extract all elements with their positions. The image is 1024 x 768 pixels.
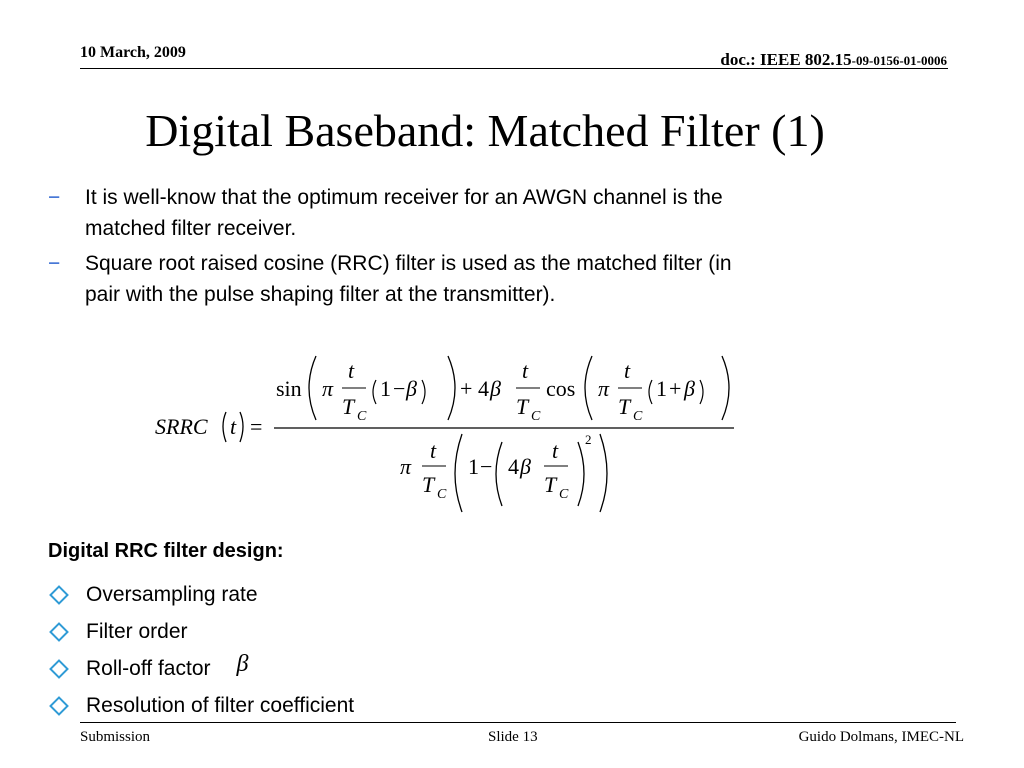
list-item <box>48 576 354 613</box>
T-symbol: T <box>618 394 631 419</box>
t-symbol: t <box>552 438 559 463</box>
T-symbol: T <box>544 472 557 497</box>
C-subscript: C <box>357 409 367 424</box>
bullet-line: It is well-know that the optimum receiver for an AWGN channel is the <box>85 186 723 209</box>
footer-divider <box>80 722 956 723</box>
pi-symbol: π <box>400 454 412 479</box>
srrc-formula <box>150 350 750 520</box>
paren <box>600 434 607 512</box>
pi-symbol: π <box>598 376 610 401</box>
list-item-label: Roll-off factor <box>86 656 211 680</box>
formula-lhs: SRRC <box>155 414 208 439</box>
paren <box>373 380 376 404</box>
one-digit: 1 <box>468 454 479 479</box>
bullet-item <box>48 248 908 310</box>
t-symbol: t <box>522 358 529 383</box>
t-symbol: t <box>348 358 355 383</box>
list-item <box>48 650 354 687</box>
t-symbol: t <box>624 358 631 383</box>
beta-symbol: β <box>406 376 417 401</box>
diamond-bullet-icon <box>49 622 69 642</box>
doc-number: -09-0156-01-0006 <box>851 53 947 68</box>
cos-label: cos <box>546 376 576 401</box>
slide-number: Slide 13 <box>488 729 538 745</box>
design-list <box>48 576 354 724</box>
list-item-label: Resolution of filter coefficient <box>86 693 355 717</box>
paren <box>448 356 455 420</box>
doc-prefix: doc.: IEEE 802.15 <box>720 50 852 69</box>
paren <box>223 412 226 442</box>
t-symbol: t <box>430 438 437 463</box>
beta-symbol: β <box>684 376 695 401</box>
formula-arg: t <box>230 414 237 439</box>
paren <box>700 380 703 404</box>
design-heading: Digital RRC filter design: <box>48 540 284 562</box>
C-subscript: C <box>559 487 569 502</box>
paren <box>422 380 425 404</box>
beta-symbol: β <box>490 376 501 401</box>
bullet-text <box>85 182 723 244</box>
dash-marker: − <box>48 252 61 275</box>
T-symbol: T <box>422 472 435 497</box>
sin-label: sin <box>276 376 302 401</box>
equals-sign: = <box>250 414 263 439</box>
C-subscript: C <box>633 409 643 424</box>
diamond-bullet-icon <box>49 696 69 716</box>
bullet-line: pair with the pulse shaping filter at the transmitter). <box>85 283 556 306</box>
bullet-item <box>48 182 908 244</box>
C-subscript: C <box>531 409 541 424</box>
header-date: 10 March, 2009 <box>80 44 186 61</box>
minus-sign: − <box>393 376 406 401</box>
minus-sign: − <box>480 454 493 479</box>
list-item-label: Oversampling rate <box>86 582 258 606</box>
header-divider <box>80 68 948 69</box>
one-digit: 1 <box>380 376 391 401</box>
list-item <box>48 687 354 724</box>
beta-symbol: β <box>520 454 531 479</box>
paren <box>496 442 502 506</box>
paren <box>649 380 652 404</box>
bullet-list <box>48 182 908 314</box>
footer-submission: Submission <box>80 729 151 745</box>
bullet-text <box>85 248 732 310</box>
beta-symbol: β <box>236 651 249 677</box>
diamond-bullet-icon <box>49 585 69 605</box>
paren <box>455 434 462 512</box>
paren <box>722 356 729 420</box>
paren <box>309 356 316 420</box>
four-digit: 4 <box>478 376 489 401</box>
paren <box>240 412 243 442</box>
diamond-bullet-icon <box>49 659 69 679</box>
T-symbol: T <box>516 394 529 419</box>
one-digit: 1 <box>656 376 667 401</box>
paren <box>585 356 592 420</box>
bullet-line: matched filter receiver. <box>85 217 297 240</box>
dash-marker: − <box>48 186 61 209</box>
C-subscript: C <box>437 487 447 502</box>
slide-title: Digital Baseband: Matched Filter (1) <box>145 105 825 156</box>
four-digit: 4 <box>508 454 519 479</box>
paren <box>578 442 584 506</box>
plus-sign: + <box>669 376 682 401</box>
plus-sign: + <box>460 376 473 401</box>
T-symbol: T <box>342 394 355 419</box>
pi-symbol: π <box>322 376 334 401</box>
exponent: 2 <box>585 432 592 447</box>
footer-author: Guido Dolmans, IMEC-NL <box>798 729 964 745</box>
list-item <box>48 613 354 650</box>
bullet-line: Square root raised cosine (RRC) filter is used as the matched filter (in <box>85 252 732 275</box>
document-id <box>720 50 947 70</box>
list-item-label: Filter order <box>86 619 188 643</box>
